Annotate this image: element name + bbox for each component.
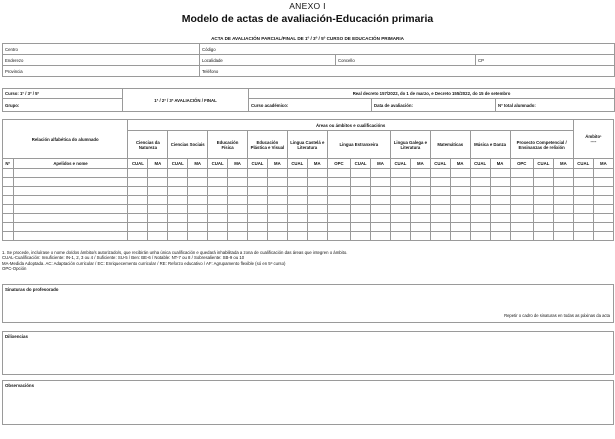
grade-cell[interactable] [228,169,248,178]
grade-cell[interactable] [371,196,391,205]
column-code-ma: MA [553,159,573,169]
grade-cell[interactable] [208,223,228,232]
grade-cell[interactable] [573,187,593,196]
grade-cell[interactable] [148,187,168,196]
signatures-note: Repetir o cadro de sinaturas en todas as páxinas da acta [504,313,610,318]
student-name-cell[interactable] [13,223,128,232]
grade-cell[interactable] [533,187,553,196]
grade-cell[interactable] [533,196,553,205]
legend-notes [2,250,614,271]
grade-cell[interactable] [168,205,188,214]
column-code-cual: CUAL [287,159,307,169]
student-row [3,169,614,178]
grade-cell[interactable] [287,232,307,241]
grade-cell[interactable] [248,178,268,187]
grade-cell[interactable] [371,205,391,214]
grade-cell[interactable] [267,223,287,232]
grade-cell[interactable] [267,187,287,196]
grade-cell[interactable] [307,196,327,205]
grade-cell[interactable] [573,214,593,223]
grade-cell[interactable] [208,205,228,214]
grade-cell[interactable] [148,232,168,241]
grade-cell[interactable] [168,187,188,196]
document-title: Modelo de actas de avaliación-Educación primaria [181,13,434,25]
grade-cell[interactable] [490,232,510,241]
grade-cell[interactable] [593,169,613,178]
grade-cell[interactable] [188,205,208,214]
grade-cell[interactable] [287,187,307,196]
grade-cell[interactable] [490,178,510,187]
grade-cell[interactable] [533,205,553,214]
column-code-ma: MA [307,159,327,169]
column-code-ma: MA [228,159,248,169]
grade-cell[interactable] [430,214,450,223]
grade-cell[interactable] [430,196,450,205]
grade-cell[interactable] [390,196,410,205]
grade-cell[interactable] [430,232,450,241]
grade-cell[interactable] [248,232,268,241]
column-code-ma: MA [450,159,470,169]
grade-cell[interactable] [188,214,208,223]
note-ambito: 1. Se procede, incluírase o nome do/dos ámbito/s autorizado/s, que recibirán unha única cualificación e quedará inhabilitada a zona de cualificación das áreas que integren o ámbito. [2,250,348,255]
note-cualificacion: CUAL-Cualificación: Insuficiente: IN-1, 2, 3 ou 4 / Suficiente: SU-5 / Ben: BE-6 / Notable: NT-7 ou 8 / Sobresaliente: SB-9 ou 10 [2,255,245,261]
grade-cell[interactable] [593,214,613,223]
center-field[interactable]: Centro [3,44,200,55]
grade-cell[interactable] [390,223,410,232]
grade-cell[interactable] [470,205,490,214]
grade-cell[interactable] [593,223,613,232]
grade-cell[interactable] [553,196,573,205]
grade-cell[interactable] [168,223,188,232]
grade-cell[interactable] [188,187,208,196]
grade-cell[interactable] [267,205,287,214]
grade-cell[interactable] [553,178,573,187]
grade-cell[interactable] [228,205,248,214]
grade-cell[interactable] [490,196,510,205]
grade-cell[interactable] [510,178,533,187]
grade-cell[interactable] [307,223,327,232]
grade-cell[interactable] [208,187,228,196]
student-row [3,187,614,196]
grade-cell[interactable] [470,169,490,178]
student-number-cell[interactable] [3,223,14,232]
student-row [3,196,614,205]
grade-cell[interactable] [410,169,430,178]
student-row [3,223,614,232]
signatures-box[interactable] [2,284,614,323]
grade-cell[interactable] [188,232,208,241]
grade-cell[interactable] [188,178,208,187]
grade-cell[interactable] [188,196,208,205]
subject-header: Ciencias da Natureza [128,131,168,159]
column-code-cual: CUAL [470,159,490,169]
column-code-cual: CUAL [168,159,188,169]
grade-cell[interactable] [410,205,430,214]
grade-cell[interactable] [287,178,307,187]
note-opcion: OPC-Opción [2,265,27,271]
grade-cell[interactable] [248,223,268,232]
grade-cell[interactable] [390,187,410,196]
column-code-cual: CUAL [248,159,268,169]
grade-cell[interactable] [593,187,613,196]
grade-cell[interactable] [510,232,533,241]
decree-reference: Real decreto 157/2022, do 1 de marzo, e Decreto 155/2022, do 15 de setembro [249,89,615,99]
column-code-ma: MA [267,159,287,169]
grade-cell[interactable] [228,232,248,241]
grade-cell[interactable] [351,169,371,178]
student-name-cell[interactable] [13,196,128,205]
grade-cell[interactable] [327,223,350,232]
student-number-cell[interactable] [3,214,14,223]
student-name-cell[interactable] [13,178,128,187]
grade-cell[interactable] [307,169,327,178]
subject-header-ambito[interactable] [573,120,613,159]
grade-cell[interactable] [148,196,168,205]
student-number-cell[interactable] [3,169,14,178]
student-name-cell[interactable] [13,187,128,196]
grade-cell[interactable] [450,223,470,232]
grade-cell[interactable] [510,169,533,178]
column-codes-row [3,159,614,169]
grade-cell[interactable] [371,232,391,241]
subject-header: Educación Física [208,131,248,159]
group-field[interactable]: Grupo: [3,99,123,112]
total-students-field[interactable]: Nº total alumnado: [496,99,615,112]
grade-cell[interactable] [371,223,391,232]
ambito-placeholder: ---- [590,139,597,144]
grade-cell[interactable] [553,232,573,241]
course-info-table [2,88,615,112]
student-row [3,214,614,223]
column-code-ma: MA [148,159,168,169]
ambito-name: Ámbito¹ [585,134,602,139]
grade-cell[interactable] [490,205,510,214]
grade-cell[interactable] [327,232,350,241]
grade-cell[interactable] [267,169,287,178]
grade-cell[interactable] [410,178,430,187]
areas-header: Áreas ou ámbitos e cualificacións [128,120,573,131]
grade-cell[interactable] [208,169,228,178]
grade-cell[interactable] [287,196,307,205]
student-number-cell[interactable] [3,178,14,187]
grade-cell[interactable] [168,169,188,178]
student-row [3,205,614,214]
column-code-ma: MA [410,159,430,169]
student-number-cell[interactable] [3,187,14,196]
grade-cell[interactable] [510,187,533,196]
phone-field[interactable]: Teléfono [200,66,615,77]
dilixencias-box[interactable] [2,331,614,375]
grade-cell[interactable] [307,187,327,196]
grade-cell[interactable] [128,205,148,214]
grade-cell[interactable] [470,232,490,241]
column-code-cual: CUAL [533,159,553,169]
subject-header: Educación Plástica e Visual [248,131,288,159]
grade-cell[interactable] [450,169,470,178]
grade-cell[interactable] [573,169,593,178]
grade-cell[interactable] [208,196,228,205]
grade-cell[interactable] [510,214,533,223]
column-code-opc: OPC [510,159,533,169]
center-info-table [2,43,615,77]
grade-cell[interactable] [410,214,430,223]
column-code-cual: CUAL [351,159,371,169]
grade-cell[interactable] [248,205,268,214]
grade-cell[interactable] [390,178,410,187]
observacions-box[interactable] [2,380,614,425]
locality-field[interactable]: Localidade [200,55,336,66]
observacions-label: Observacións [5,383,35,388]
acta-title: ACTA DE AVALIACIÓN PARCIAL/FINAL DE 1º / 3º / 5º CURSO DE EDUCACIÓN PRIMARIA [211,36,404,41]
grade-cell[interactable] [168,232,188,241]
number-header: Nº [3,159,14,169]
grade-cell[interactable] [248,196,268,205]
grade-cell[interactable] [248,169,268,178]
grade-cell[interactable] [228,214,248,223]
grade-cell[interactable] [573,178,593,187]
grade-cell[interactable] [593,205,613,214]
grade-cell[interactable] [553,205,573,214]
grade-cell[interactable] [470,214,490,223]
evaluation-date-field[interactable]: Data de avaliación: [372,99,496,112]
subject-header: Ciencias Sociais [168,131,208,159]
subject-header: Música e Danza [470,131,510,159]
grade-cell[interactable] [553,223,573,232]
subject-header: Proxecto Competencial / Ensinanzas de relixión [510,131,573,159]
student-name-cell[interactable] [13,214,128,223]
grade-cell[interactable] [351,205,371,214]
grade-cell[interactable] [593,232,613,241]
grade-cell[interactable] [287,169,307,178]
column-code-cual: CUAL [573,159,593,169]
grade-cell[interactable] [287,223,307,232]
grade-cell[interactable] [450,205,470,214]
grade-cell[interactable] [327,196,350,205]
grade-cell[interactable] [553,214,573,223]
grade-cell[interactable] [470,187,490,196]
grade-cell[interactable] [248,214,268,223]
column-code-opc: OPC [327,159,350,169]
grade-cell[interactable] [573,223,593,232]
grade-cell[interactable] [390,232,410,241]
grade-cell[interactable] [228,223,248,232]
subject-header: Lingua Estranxeira [327,131,390,159]
province-field[interactable]: Provincia [3,66,200,77]
grade-cell[interactable] [390,214,410,223]
grade-cell[interactable] [573,196,593,205]
subject-header: Lingua Castelá e Literatura [287,131,327,159]
grade-cell[interactable] [371,178,391,187]
grade-cell[interactable] [470,178,490,187]
grade-cell[interactable] [351,232,371,241]
grade-cell[interactable] [450,196,470,205]
student-name-cell[interactable] [13,205,128,214]
grade-cell[interactable] [228,196,248,205]
grade-cell[interactable] [128,196,148,205]
address-field[interactable]: Enderezo [3,55,200,66]
grade-cell[interactable] [208,214,228,223]
grade-cell[interactable] [307,214,327,223]
subject-header: Lingua Galega e Literatura [390,131,430,159]
column-code-ma: MA [490,159,510,169]
grade-cell[interactable] [410,223,430,232]
grade-cell[interactable] [307,232,327,241]
grade-cell[interactable] [593,178,613,187]
grade-cell[interactable] [430,223,450,232]
subject-header: Matemáticas [430,131,470,159]
grade-cell[interactable] [148,223,168,232]
grade-cell[interactable] [267,214,287,223]
grade-cell[interactable] [351,223,371,232]
grade-cell[interactable] [327,169,350,178]
student-row [3,178,614,187]
grade-cell[interactable] [410,232,430,241]
grade-cell[interactable] [168,178,188,187]
grade-cell[interactable] [450,178,470,187]
grade-cell[interactable] [351,178,371,187]
grade-cell[interactable] [553,187,573,196]
grade-cell[interactable] [128,178,148,187]
grade-cell[interactable] [430,178,450,187]
annex-label: ANEXO I [289,1,326,11]
student-number-cell[interactable] [3,196,14,205]
dilixencias-label: Dilixencias [5,334,28,339]
grade-cell[interactable] [371,214,391,223]
grade-cell[interactable] [267,196,287,205]
column-code-ma: MA [593,159,613,169]
grade-cell[interactable] [510,196,533,205]
grade-cell[interactable] [470,196,490,205]
grade-cell[interactable] [490,214,510,223]
grade-cell[interactable] [450,187,470,196]
grade-cell[interactable] [470,223,490,232]
grade-cell[interactable] [267,232,287,241]
grade-cell[interactable] [287,214,307,223]
evaluation-period[interactable]: 1ª / 2ª / 3ª AVALIACIÓN / FINAL [123,89,249,112]
code-field[interactable]: Código [200,44,615,55]
column-code-cual: CUAL [430,159,450,169]
grade-cell[interactable] [307,178,327,187]
column-code-cual: CUAL [390,159,410,169]
areas-header-row [3,120,614,131]
grade-cell[interactable] [351,196,371,205]
grade-cell[interactable] [533,214,553,223]
grade-cell[interactable] [573,205,593,214]
grade-cell[interactable] [148,214,168,223]
grade-cell[interactable] [208,232,228,241]
column-code-cual: CUAL [208,159,228,169]
grade-cell[interactable] [128,223,148,232]
grade-cell[interactable] [148,178,168,187]
student-list-header: Relación alfabética do alumnado [3,120,128,159]
municipality-field[interactable]: Concello [336,55,476,66]
student-row [3,232,614,241]
grade-cell[interactable] [307,205,327,214]
grade-cell[interactable] [410,187,430,196]
course-field[interactable]: Curso: 1º / 3º / 5º [3,89,123,99]
names-header: Apelidos e nome [13,159,128,169]
column-code-ma: MA [371,159,391,169]
grade-cell[interactable] [450,214,470,223]
grade-cell[interactable] [490,223,510,232]
grade-cell[interactable] [490,187,510,196]
grade-cell[interactable] [168,196,188,205]
grade-cell[interactable] [327,178,350,187]
grade-cell[interactable] [593,196,613,205]
grade-cell[interactable] [248,187,268,196]
column-code-ma: MA [188,159,208,169]
school-year-field[interactable]: Curso académico: [249,99,372,112]
grade-cell[interactable] [267,178,287,187]
grade-cell[interactable] [128,187,148,196]
grade-cell[interactable] [148,169,168,178]
grade-cell[interactable] [128,214,148,223]
grade-cell[interactable] [128,169,148,178]
grade-cell[interactable] [208,178,228,187]
grade-cell[interactable] [327,205,350,214]
grade-cell[interactable] [533,178,553,187]
grade-cell[interactable] [430,187,450,196]
grade-cell[interactable] [510,223,533,232]
grade-cell[interactable] [430,205,450,214]
grade-cell[interactable] [533,223,553,232]
grade-cell[interactable] [390,169,410,178]
grade-cell[interactable] [410,196,430,205]
student-number-cell[interactable] [3,205,14,214]
grade-cell[interactable] [490,169,510,178]
postal-code-field[interactable]: CP [476,55,615,66]
grade-cell[interactable] [510,205,533,214]
grade-cell[interactable] [450,232,470,241]
grade-cell[interactable] [351,214,371,223]
grade-cell[interactable] [390,205,410,214]
grade-cell[interactable] [327,214,350,223]
grade-cell[interactable] [128,232,148,241]
grade-cell[interactable] [148,205,168,214]
grade-cell[interactable] [188,223,208,232]
student-number-cell[interactable] [3,232,14,241]
grade-cell[interactable] [228,187,248,196]
student-name-cell[interactable] [13,169,128,178]
grade-cell[interactable] [327,187,350,196]
grade-cell[interactable] [351,187,371,196]
grade-cell[interactable] [228,178,248,187]
grade-cell[interactable] [533,169,553,178]
column-code-cual: CUAL [128,159,148,169]
grade-cell[interactable] [371,169,391,178]
grade-cell[interactable] [430,169,450,178]
grade-cell[interactable] [533,232,553,241]
student-name-cell[interactable] [13,232,128,241]
grade-cell[interactable] [371,187,391,196]
grade-cell[interactable] [168,214,188,223]
grade-cell[interactable] [553,169,573,178]
grade-cell[interactable] [287,205,307,214]
note-medida-adoptada: MA-Medida Adoptada. AC: Adaptación curricular / EC: Enriquecemento curricular / RE: Reforzo educativo / AF: Agrupamento flexible (só en 5º curso) [2,260,286,266]
grade-cell[interactable] [188,169,208,178]
grade-cell[interactable] [573,232,593,241]
signatures-label: Sinaturas do profesorado [5,287,59,292]
grades-table [2,119,614,241]
